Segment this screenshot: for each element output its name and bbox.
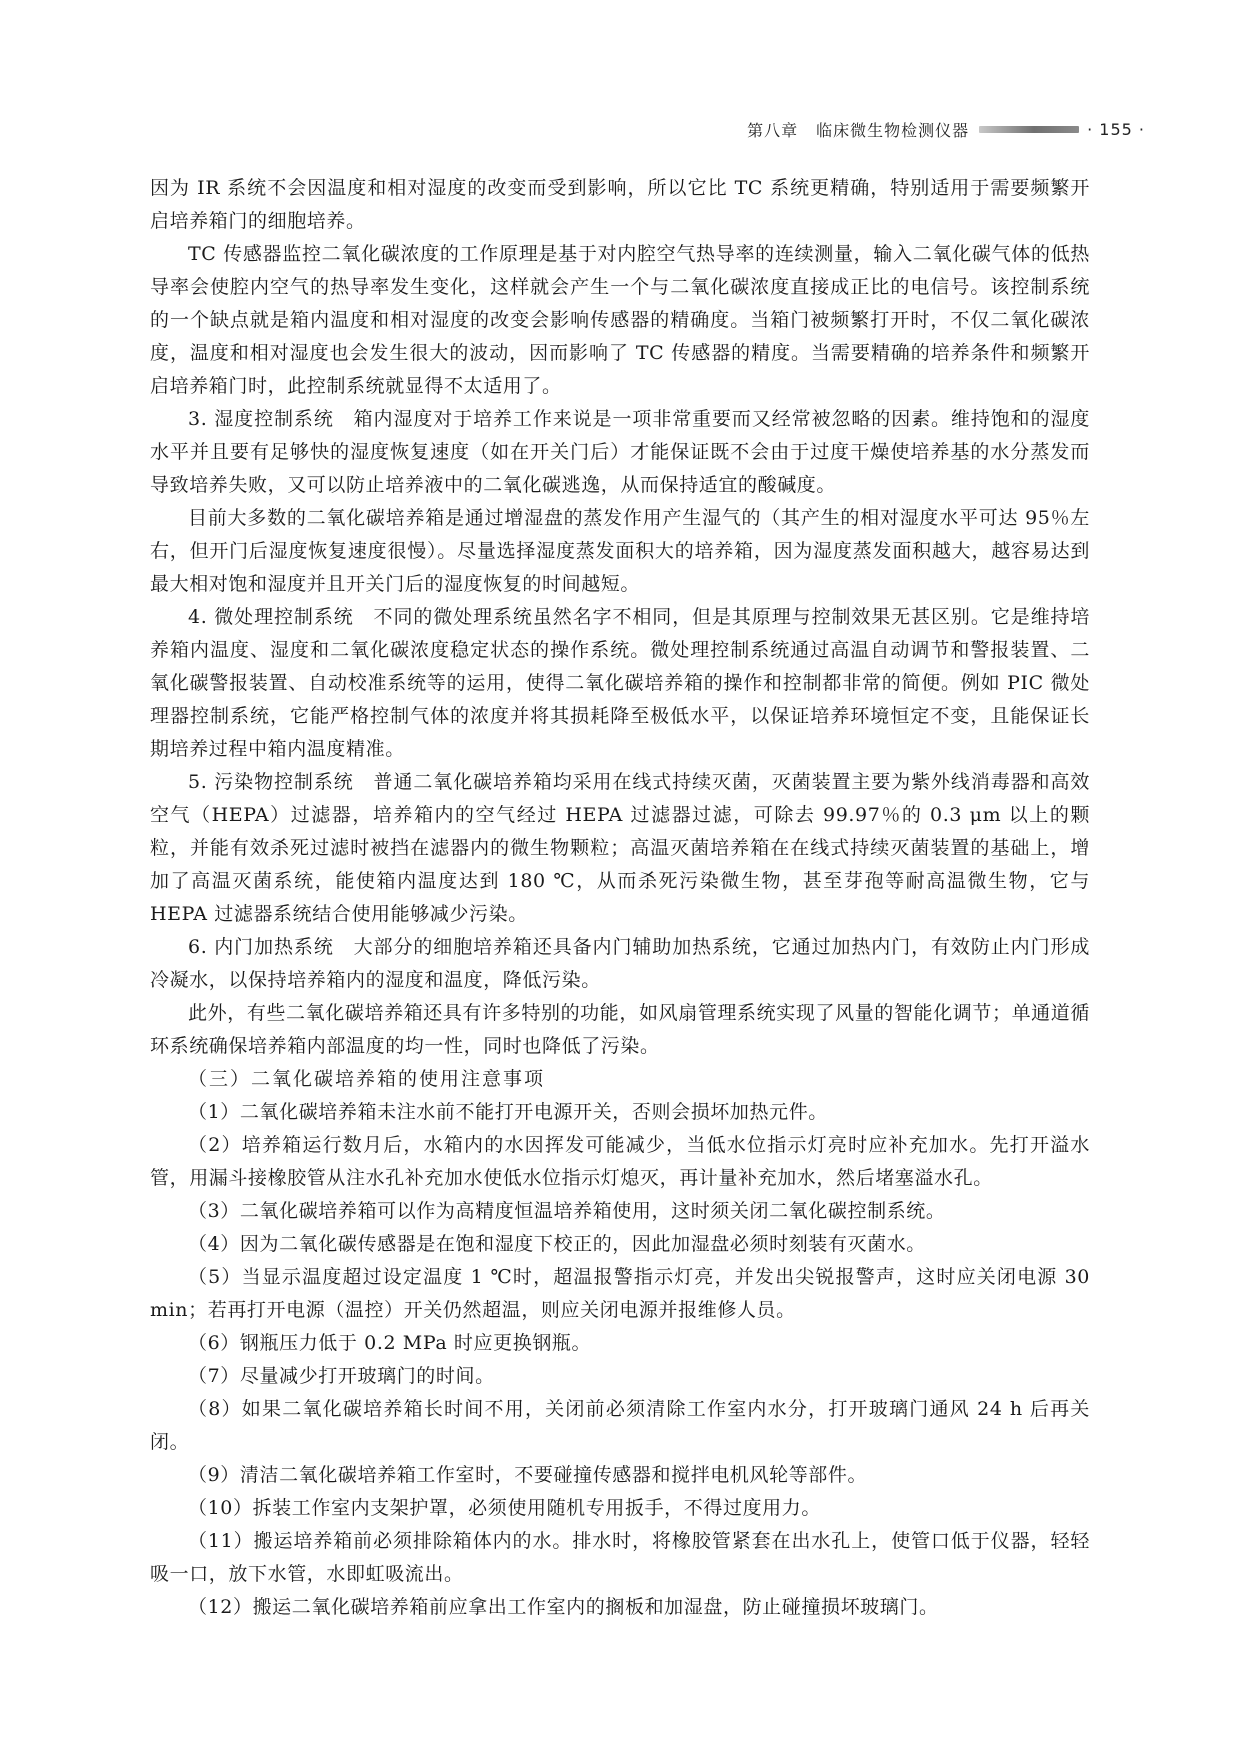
- list-item: （6）钢瓶压力低于 0.2 MPa 时应更换钢瓶。: [188, 1332, 592, 1354]
- paragraph: 目前大多数的二氧化碳培养箱是通过增湿盘的蒸发作用产生湿气的（其产生的相对湿度水平可达 95％左右，但开门后湿度恢复速度很慢）。尽量选择湿度蒸发面积大的培养箱，因为湿度蒸发面积越大，越容易达到最大相对饱和湿度并且开关门后的湿度恢复的时间越短。: [150, 507, 1090, 595]
- paragraph: 3. 湿度控制系统 箱内湿度对于培养工作来说是一项非常重要而又经常被忽略的因素。维持饱和的湿度水平并且要有足够快的湿度恢复速度（如在开关门后）才能保证既不会由于过度干燥使培养基的水分蒸发而导致培养失败，又可以防止培养液中的二氧化碳逃逸，从而保持适宜的酸碱度。: [150, 408, 1090, 496]
- body-text: [150, 172, 1090, 1624]
- paragraph: 4. 微处理控制系统 不同的微处理系统虽然名字不相同，但是其原理与控制效果无甚区别。它是维持培养箱内温度、湿度和二氧化碳浓度稳定状态的操作系统。微处理控制系统通过高温自动调节和警报装置、二氧化碳警报装置、自动校准系统等的运用，使得二氧化碳培养箱的操作和控制都非常的简便。例如 PIC 微处理器控制系统，它能严格控制气体的浓度并将其损耗降至极低水平，以保证培养环境恒定不变，且能保证长期培养过程中箱内温度精准。: [150, 606, 1090, 760]
- list-item: （12）搬运二氧化碳培养箱前应拿出工作室内的搁板和加湿盘，防止碰撞损坏玻璃门。: [188, 1596, 939, 1618]
- paragraph: 此外，有些二氧化碳培养箱还具有许多特别的功能，如风扇管理系统实现了风量的智能化调节；单通道循环系统确保培养箱内部温度的均一性，同时也降低了污染。: [150, 1002, 1090, 1057]
- page-number: · 155 ·: [1087, 120, 1145, 139]
- list-item: （10）拆装工作室内支架护罩，必须使用随机专用扳手，不得过度用力。: [188, 1497, 821, 1519]
- list-item: （5）当显示温度超过设定温度 1 ℃时，超温报警指示灯亮，并发出尖锐报警声，这时应关闭电源 30 min；若再打开电源（温控）开关仍然超温，则应关闭电源并报维修人员。: [150, 1266, 1090, 1321]
- list-item: （7）尽量减少打开玻璃门的时间。: [188, 1365, 495, 1387]
- running-header: [747, 118, 1145, 141]
- list-item: （4）因为二氧化碳传感器是在饱和湿度下校正的，因此加湿盘必须时刻装有灭菌水。: [188, 1233, 926, 1255]
- chapter-title: 临床微生物检测仪器: [816, 121, 970, 140]
- paragraph: 6. 内门加热系统 大部分的细胞培养箱还具备内门辅助加热系统，它通过加热内门，有效防止内门形成冷凝水，以保持培养箱内的湿度和温度，降低污染。: [150, 936, 1090, 991]
- section-heading: （三）二氧化碳培养箱的使用注意事项: [188, 1068, 546, 1090]
- list-item: （8）如果二氧化碳培养箱长时间不用，关闭前必须清除工作室内水分，打开玻璃门通风 24 h 后再关闭。: [150, 1398, 1090, 1453]
- paragraph: 5. 污染物控制系统 普通二氧化碳培养箱均采用在线式持续灭菌，灭菌装置主要为紫外线消毒器和高效空气（HEPA）过滤器，培养箱内的空气经过 HEPA 过滤器过滤，可除去 99.97％的 0.3 μm 以上的颗粒，并能有效杀死过滤时被挡在滤器内的微生物颗粒；高温灭菌培养箱在在线式持续灭菌装置的基础上，增加了高温灭菌系统，能使箱内温度达到 180 ℃，从而杀死污染微生物，甚至芽孢等耐高温微生物，它与 HEPA 过滤器系统结合使用能够减少污染。: [150, 771, 1090, 925]
- paragraph: TC 传感器监控二氧化碳浓度的工作原理是基于对内腔空气热导率的连续测量，输入二氧化碳气体的低热导率会使腔内空气的热导率发生变化，这样就会产生一个与二氧化碳浓度直接成正比的电信号。该控制系统的一个缺点就是箱内温度和相对湿度的改变会影响传感器的精确度。当箱门被频繁打开时，不仅二氧化碳浓度，温度和相对湿度也会发生很大的波动，因而影响了 TC 传感器的精度。当需要精确的培养条件和频繁开启培养箱门时，此控制系统就显得不太适用了。: [150, 243, 1090, 397]
- list-item: （2）培养箱运行数月后，水箱内的水因挥发可能减少，当低水位指示灯亮时应补充加水。先打开溢水管，用漏斗接橡胶管从注水孔补充加水使低水位指示灯熄灭，再计量补充加水，然后堵塞溢水孔。: [150, 1134, 1090, 1189]
- list-item: （9）清洁二氧化碳培养箱工作室时，不要碰撞传感器和搅拌电机风轮等部件。: [188, 1464, 868, 1486]
- list-item: （11）搬运培养箱前必须排除箱体内的水。排水时，将橡胶管紧套在出水孔上，使管口低于仪器，轻轻吸一口，放下水管，水即虹吸流出。: [150, 1530, 1090, 1585]
- list-item: （1）二氧化碳培养箱未注水前不能打开电源开关，否则会损坏加热元件。: [188, 1101, 828, 1123]
- list-item: （3）二氧化碳培养箱可以作为高精度恒温培养箱使用，这时须关闭二氧化碳控制系统。: [188, 1200, 946, 1222]
- paragraph: 因为 IR 系统不会因温度和相对湿度的改变而受到影响，所以它比 TC 系统更精确，特别适用于需要频繁开启培养箱门的细胞培养。: [150, 177, 1090, 232]
- chapter-label: 第八章: [747, 121, 799, 140]
- header-rule-decoration: [979, 126, 1079, 133]
